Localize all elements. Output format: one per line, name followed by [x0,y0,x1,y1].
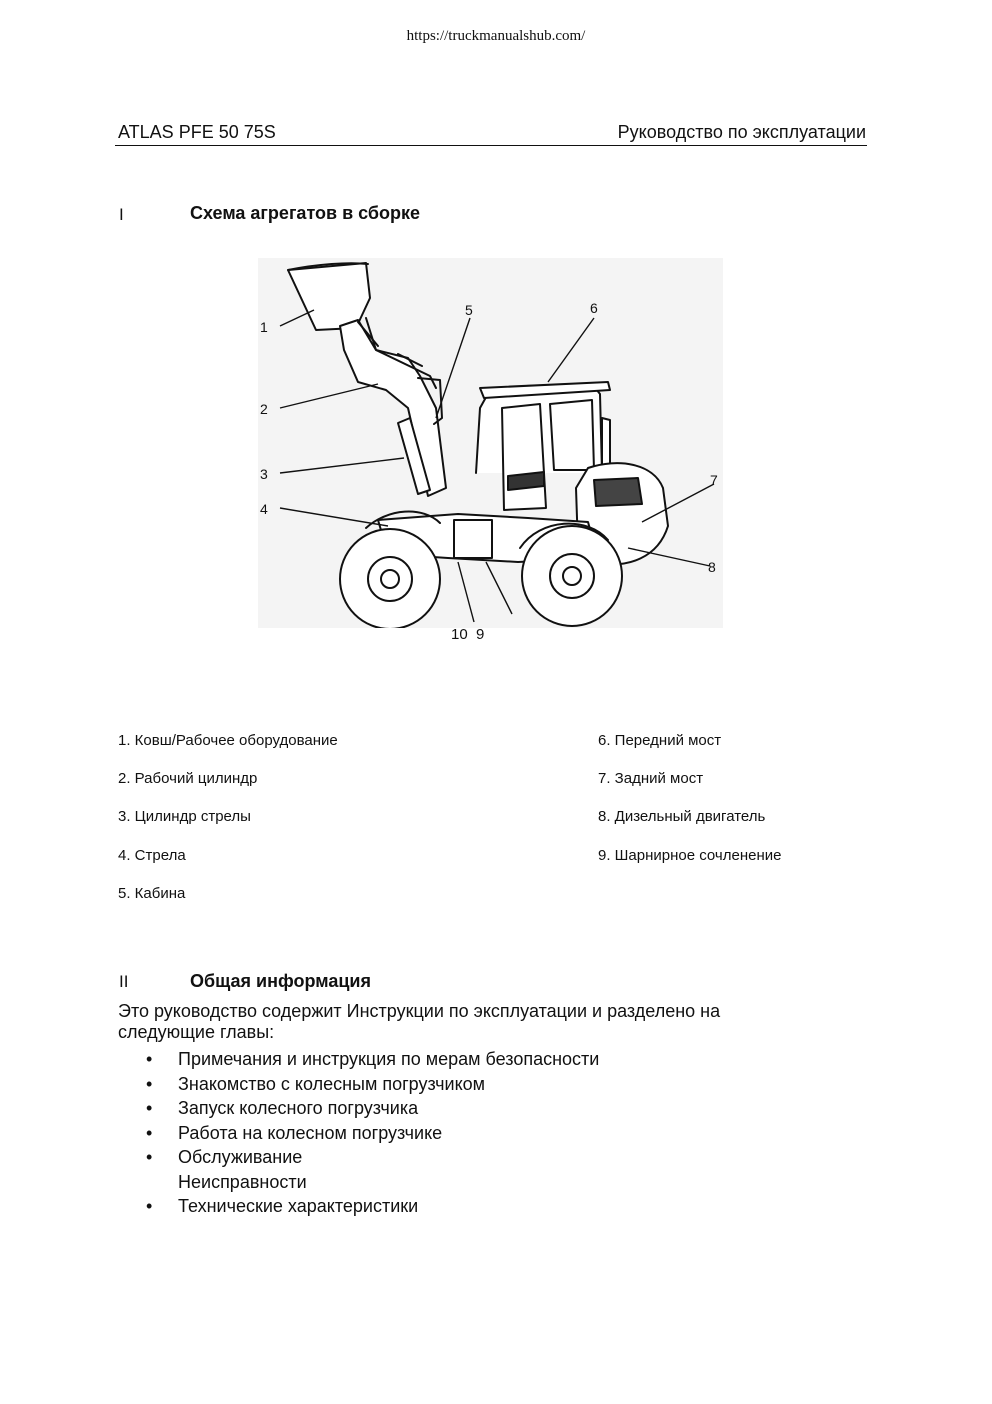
bullet-dot: • [146,1049,153,1069]
list-item-text: Неисправности [178,1171,307,1192]
header-model: ATLAS PFE 50 75S [118,122,276,142]
list-item-text: Работа на колесном погрузчике [178,1122,443,1143]
legend-item: 7. Задний мост [598,770,704,787]
callout-5: 5 [465,302,473,318]
bullet-dot: • [146,1147,153,1167]
callout-1: 1 [260,319,268,335]
diagram-bottom-labels: 10 9 [451,626,485,643]
front-wheel [340,529,440,628]
header-rule [115,145,867,146]
header-doc-title: Руководство по эксплуатации [617,122,866,142]
list-item-text: Запуск колесного погрузчика [178,1098,419,1118]
section-1-title: Схема агрегатов в сборке [190,203,421,223]
cab-window [550,400,594,470]
section-1-number: I [119,205,124,224]
bullet-dot: • [146,1098,153,1118]
bullet-dot: • [146,1196,153,1216]
callout-3: 3 [260,466,268,482]
legend-item: 4. Стрела [118,847,186,864]
callout-7: 7 [710,472,718,488]
cab-door [502,404,546,510]
legend-item: 6. Передний мост [598,732,722,749]
callout-4: 4 [260,501,268,517]
legend-item: 3. Цилиндр стрелы [118,808,251,825]
legend-item: 2. Рабочий цилиндр [118,770,258,787]
exhaust-pipe [602,418,610,470]
legend-item: 8. Дизельный двигатель [598,808,766,825]
section-2-number: II [119,972,129,991]
bullet-dot: • [146,1122,153,1143]
list-item-text: Примечания и инструкция по мерам безопасности [178,1049,600,1069]
source-url: https://truckmanualshub.com/ [406,28,586,44]
bullet-dot: • [146,1073,153,1094]
intro-paragraph: Это руководство содержит Инструкции по эксплуатации и разделено на следующие главы: [118,1001,721,1042]
callout-8: 8 [708,559,716,575]
legend-item: 9. Шарнирное сочленение [598,847,782,864]
articulation-joint [454,520,492,558]
legend-item: 5. Кабина [118,885,186,902]
list-item-text: Обслуживание [178,1147,303,1167]
callout-6: 6 [590,300,598,316]
section-2-title: Общая информация [190,971,371,991]
list-item-text: Знакомство с колесным погрузчиком [178,1073,486,1094]
legend-item: 1. Ковш/Рабочее оборудование [118,732,338,749]
rear-wheel [522,526,622,626]
loader-diagram [258,258,723,628]
callout-2: 2 [260,401,268,417]
list-item-text: Технические характеристики [178,1196,419,1216]
